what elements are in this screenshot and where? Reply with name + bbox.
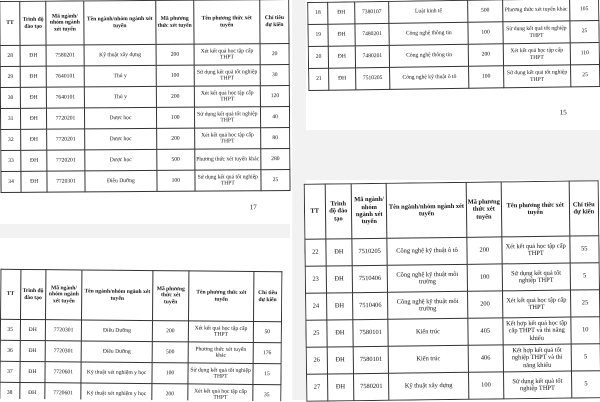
cell-quota: 40 [261,106,290,127]
cell-code: 7580201 [354,373,390,400]
cell-method-code: 500 [468,0,503,22]
cell-name: Công nghệ thông tin [389,22,468,45]
table-header-row [0,0,289,46]
cell-tt: 21 [309,68,330,90]
cell-name: Công nghệ kỹ thuật ô tô [387,237,467,265]
cell-name: Công nghệ kỹ thuật ô tô [390,66,469,89]
table-row [307,371,600,402]
cell-method-code: 500 [152,342,189,363]
header-method-code: Mã phương thức xét tuyển [156,0,194,44]
cell-method: Xét kết quả học tập cấp THPT [194,44,261,65]
table-row [0,382,281,401]
table-row [1,148,290,171]
cell-quota: 25 [261,169,290,190]
cell-tt: 18 [308,2,329,24]
cell-method: Sử dụng kết quả tốt nghiệp THPT [503,21,570,44]
table-row [0,85,289,108]
cell-code: 7510205 [352,238,388,265]
header-level: Trình độ đào tạo [325,184,352,239]
header-quota: Chỉ tiêu dự kiến [569,181,599,236]
header-name: Tên ngành/nhóm ngành xét tuyển [82,270,153,321]
cell-method-code: 200 [467,237,503,264]
cell-level: ĐH [326,266,353,293]
document-page-bottom-left [0,239,283,401]
cell-method: Xét kết quả học tập cấp THPT [503,43,570,66]
header-name: Tên ngành/nhóm ngành xét tuyển [84,0,157,45]
cell-quota: 5 [570,263,600,290]
cell-name: Kỹ thuật xây dựng [84,44,156,66]
cell-quota: 15 [253,363,281,384]
table-row [0,106,289,129]
cell-level: ĐH [327,374,354,401]
cell-method-code: 100 [157,107,195,128]
cell-name: Dược học [85,149,157,171]
cell-level: ĐH [328,24,354,46]
cell-method: Phương thức xét tuyển khác [194,149,261,170]
cell-level: ĐH [325,239,352,266]
cell-method-code: 500 [157,149,195,170]
table-row [306,290,600,321]
table-row [0,361,281,384]
cell-tt: 28 [0,45,20,66]
cell-level: ĐH [21,150,47,171]
cell-quota: 10 [570,317,600,344]
cell-method-code: 200 [157,128,195,149]
table-row [1,169,290,192]
cell-method-code: 100 [467,264,503,291]
cell-tt: 31 [0,108,20,129]
cell-code: 7510406 [353,292,389,319]
cell-method: Kết hợp kết quả học tập cấp THPT và thi năng khiếu [503,317,571,345]
cell-method: Sử dụng kết quả tốt nghiệp THPT [194,107,261,128]
cell-level: ĐH [21,87,47,108]
cell-level: ĐH [327,347,354,374]
cell-code: 7480201 [355,45,390,67]
cell-method: Phương thức xét tuyển khác [188,342,253,364]
cell-method: Sử dụng kết quả tốt nghiệp THPT [188,363,253,385]
cell-level: ĐH [20,361,45,382]
cell-quota: 80 [261,127,290,148]
cell-tt: 24 [306,293,327,320]
cell-code: 7720601 [45,362,82,383]
cell-level: ĐH [20,66,46,87]
cell-tt: 37 [0,361,20,382]
cell-name: Điều Dưỡng [85,170,157,192]
table-row [306,344,600,375]
table-header-row [304,181,599,240]
cell-code: 7720301 [45,320,82,341]
header-method-code: Mã phương thức xét tuyển [152,271,189,321]
header-method: Tên phương thức xét tuyển [189,271,254,322]
header-quota: Chỉ tiêu dự kiến [260,0,289,44]
cell-method-code: 200 [156,86,194,107]
cell-method: Sử dụng kết quả tốt nghiệp THPT [503,65,570,88]
cell-method: Xét kết quả học tập cấp THPT [194,128,261,149]
cell-quota: 25 [570,64,599,86]
document-page-top-right [307,0,600,130]
cell-quota: 5 [571,371,600,398]
admission-table [307,0,600,91]
cell-method: Phương thức xét tuyển khác [503,0,570,22]
header-method: Tên phương thức xét tuyển [193,0,260,44]
cell-level: ĐH [20,45,46,66]
cell-tt: 35 [0,319,20,340]
cell-tt: 30 [0,87,20,108]
cell-level: ĐH [21,108,47,129]
cell-method: Xét kết quả học tập cấp THPT [502,236,570,264]
cell-name: Thú y [84,65,156,87]
cell-method-code: 406 [468,345,504,372]
cell-tt: 29 [0,66,20,87]
cell-method: Xét kết quả học tập cấp THPT [188,384,253,401]
cell-name: Thú y [84,86,156,108]
header-code: Mã ngành/ nhóm ngành xét tuyển [46,1,84,45]
cell-tt: 22 [305,239,326,266]
cell-tt: 19 [308,24,329,46]
header-level: Trình độ đào tạo [20,269,46,319]
cell-tt: 26 [306,347,327,374]
cell-quota: 50 [253,321,281,342]
cell-level: ĐH [20,340,45,361]
cell-tt: 27 [307,374,328,401]
cell-code: 7640101 [46,66,84,87]
cell-method-code: 200 [152,321,189,342]
cell-quota: 280 [261,148,290,169]
cell-tt: 25 [306,320,327,347]
cell-level: ĐH [19,382,44,401]
cell-method-code: 100 [469,66,504,88]
cell-tt: 38 [0,382,20,401]
cell-name: Dược học [84,128,156,150]
cell-method-code: 100 [152,363,189,384]
table-row [0,43,289,66]
table-row [1,127,290,150]
cell-method: Sử dụng kết quả tốt nghiệp THPT [194,65,261,86]
cell-name: Kiến trúc [388,318,468,346]
cell-quota: 110 [570,42,599,64]
header-level: Trình độ đào tạo [20,1,46,45]
table-row [309,64,600,90]
header-tt: TT [1,269,21,319]
cell-level: ĐH [21,171,47,192]
cell-code: 7510205 [355,67,390,89]
cell-name: Kỹ thuật xét nghiệm y học [81,362,151,384]
table-row [305,236,599,267]
cell-method-code: 200 [151,384,188,402]
table-row [0,64,289,87]
cell-method: Sử dụng kết quả tốt nghiệp THPT [503,371,571,399]
cell-code: 7510406 [352,265,388,292]
cell-name: Công nghệ kỹ thuật môi trường [388,291,468,319]
document-page-top-left [0,0,291,223]
admission-table [0,269,282,401]
cell-name: Công nghệ kỹ thuật môi trường [387,264,467,292]
header-method-code: Mã phương thức xét tuyển [466,182,502,237]
cell-method-code: 100 [468,22,503,44]
cell-name: Kỹ thuật xây dựng [389,372,469,400]
header-tt: TT [0,1,20,45]
cell-method: Xét kết quả học tập cấp THPT [189,321,254,343]
cell-name: Điều Dưỡng [82,341,152,363]
cell-method-code: 100 [468,372,504,399]
cell-quota: 25 [570,290,600,317]
cell-code: 7580101 [353,346,389,373]
cell-code: 7580101 [353,319,389,346]
cell-code: 7720301 [47,171,85,192]
cell-method-code: 405 [468,318,504,345]
cell-level: ĐH [329,46,355,68]
cell-method: Xét kết quả học tập cấp THPT [194,86,261,107]
cell-quota: 20 [260,43,289,64]
cell-code: 7720201 [47,129,85,150]
cell-tt: 23 [305,266,326,293]
header-tt: TT [304,184,325,239]
header-quota: Chỉ tiêu dự kiến [253,271,282,321]
cell-tt: 32 [1,129,21,150]
cell-method-code: 200 [468,44,503,66]
cell-quota: 25 [570,20,599,42]
cell-method-code: 200 [467,291,503,318]
cell-quota: 55 [569,236,599,263]
cell-method: Xét kết quả học tập cấp THPT [502,290,570,318]
table-row [305,263,599,294]
table-header-row [1,269,282,321]
cell-level: ĐH [21,129,47,150]
cell-code: 7720601 [45,383,82,402]
cell-code: 7480201 [354,23,389,45]
admission-table [0,0,291,193]
cell-quota: 120 [260,85,289,106]
cell-code: 7640101 [47,87,85,108]
header-code: Mã ngành/ nhóm ngành xét tuyển [45,270,82,320]
cell-quota: 5 [571,344,600,371]
cell-level: ĐH [329,68,355,90]
cell-name: Luật kinh tế [389,0,468,23]
page-number: 17 [249,203,257,212]
cell-code: 7580201 [46,45,84,66]
header-code: Mã ngành/ nhóm ngành xét tuyển [351,183,387,238]
cell-tt: 34 [1,171,21,192]
admission-table [304,180,600,402]
page-number: 15 [559,108,567,117]
cell-tt: 33 [1,150,21,171]
cell-quota: 176 [253,342,281,363]
cell-method: Sử dụng kết quả tốt nghiệp THPT [502,263,570,291]
cell-method: Sử dụng kết quả tốt nghiệp THPT [195,170,262,191]
cell-level: ĐH [326,293,353,320]
document-page-bottom-right [304,180,600,402]
cell-quota: 35 [253,384,281,401]
cell-name: Công nghệ thông tin [390,44,469,67]
cell-tt: 36 [0,340,20,361]
cell-name: Kỹ thuật xét nghiệm y học [81,383,151,401]
cell-code: 7380107 [354,1,389,23]
cell-tt: 20 [308,46,329,68]
table-row [306,317,600,348]
cell-method-code: 100 [157,170,195,191]
cell-code: 7720201 [47,150,85,171]
cell-quota: 105 [569,0,598,21]
cell-level: ĐH [326,320,353,347]
cell-code: 7720201 [47,108,85,129]
cell-quota: 30 [260,64,289,85]
header-method: Tên phương thức xét tuyển [501,181,569,237]
cell-code: 7720301 [45,341,82,362]
table-row [0,340,281,363]
cell-level: ĐH [20,319,45,340]
cell-level: ĐH [328,2,354,24]
header-name: Tên ngành/nhóm ngành xét tuyển [386,182,466,238]
cell-name: Điều Dưỡng [82,320,152,342]
cell-name: Dược học [84,107,156,129]
cell-method-code: 100 [156,65,194,86]
cell-method: Kết hợp kết quả tốt nghiệp THPT và thi năng khiếu [503,344,571,372]
cell-method-code: 200 [156,44,194,65]
cell-name: Kiến trúc [388,345,468,373]
table-row [0,319,281,342]
